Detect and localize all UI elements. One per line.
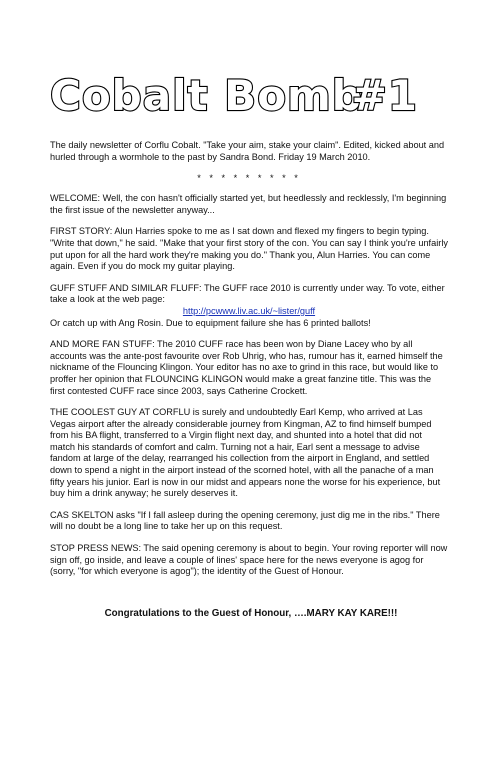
footer-congratulations: Congratulations to the Guest of Honour, ….MARY KAY KARE!!!: [104, 607, 398, 619]
welcome-paragraph: WELCOME: Well, the con hasn't officially started yet, but heedlessly and recklessly, I'm beginning the first issue of the newsletter anyway...: [50, 193, 447, 215]
first-story-paragraph: FIRST STORY: Alun Harries spoke to me as I sat down and flexed my fingers to begin typing. "Write that down," he said. "Make that your first story of the con. You can say I think you're unfairly put upon for all the hard work they're making you do." Thank you, Alun Harries. You can come again. Even if you do mock my guitar playing.: [50, 226, 448, 272]
guff-web-link[interactable]: http://pcwww.liv.ac.uk/~lister/guff: [182, 305, 316, 316]
masthead-issue-number: #1: [351, 71, 418, 120]
cas-skelton-paragraph: CAS SKELTON asks "If I fall asleep during the opening ceremony, just dig me in the ribs." There will no doubt be a long line to take her up on this request.: [50, 509, 440, 532]
guff-section: [50, 283, 448, 329]
guff-link-line: [50, 306, 448, 318]
cuff-paragraph: AND MORE FAN STUFF: The 2010 CUFF race has been won by Diane Lacey who by all accounts was the ante-post favourite over Rob Uhrig, who has, rumour has it, earned himself the nickname of the Flouncing Klingon. Your editor has no axe to grind in this race, but would like to proffer her opinion that FLOUNCING KLINGON would make a great fanzine title. This was the first contested CUFF race since 2003, says Catherine Crockett.: [50, 339, 443, 396]
star-separator: * * * * * * * * *: [197, 173, 301, 184]
masthead-title: Cobalt Bomb: [50, 71, 363, 120]
newsletter-page: [0, 68, 500, 776]
guff-paragraph: GUFF STUFF AND SIMILAR FLUFF: The GUFF race 2010 is currently under way. To vote, either take a look at the web page:: [50, 282, 445, 305]
stop-press-paragraph: STOP PRESS NEWS: The said opening ceremony is about to begin. Your roving reporter will now sign off, go inside, and leave a couple of lines' space here for the news everyone is agog for (sorry, "for which everyone is agog"); the identity of the Guest of Honour.: [50, 543, 448, 577]
coolest-guy-paragraph: THE COOLEST GUY AT CORFLU is surely and undoubtedly Earl Kemp, who arrived at Las Vegas airport after the already considerable journey from Kingman, AZ to find himself bumped from his BA flight, transferred to a Virgin flight next day, and shunted into a hotel that did not match his standards of comfort and calm. Turning not a hair, Earl sent a message to advise fandom at large of the delay, rearranged his collection from the airport in England, and settled down to spend a night in the airport instead of the scorned hotel, with all the panache of a man fifty years his junior. Earl is now in our midst and appears none the worse for his experience, but buy him a drink anyway; he surely deserves it.: [50, 407, 441, 499]
intro-paragraph: The daily newsletter of Corflu Cobalt. "Take your aim, stake your claim". Edited, kicked about and hurled through a wormhole to the past by Sandra Bond. Friday 19 March 2010.: [50, 140, 445, 162]
masthead: [50, 68, 448, 128]
guff-after-text: Or catch up with Ang Rosin. Due to equipment failure she has 6 printed ballots!: [50, 317, 371, 328]
